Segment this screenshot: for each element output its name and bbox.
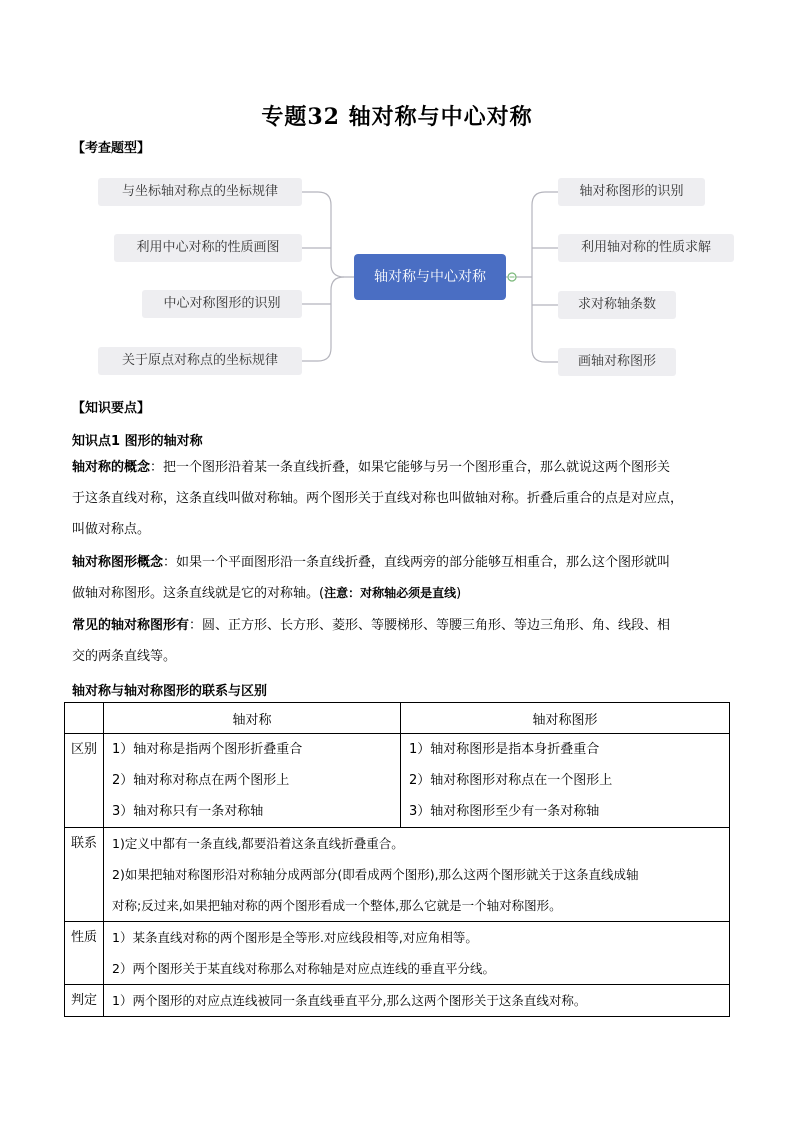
mindmap-node-right-4: 画轴对称图形 (558, 348, 676, 376)
connector-right-1 (532, 192, 558, 277)
header-empty-cell (65, 703, 104, 734)
p2-line2: 做轴对称图形。这条直线就是它的对称轴。( (72, 586, 325, 601)
p1-line2: 于这条直线对称，这条直线叫做对称轴。两个图形关于直线对称也叫做轴对称。折叠后重合的点是对应点， (72, 491, 684, 506)
paragraph-common-figures (72, 610, 732, 672)
p2-note: 注意：对称轴必须是直线 (324, 586, 457, 600)
row-label-judge: 判定 (65, 985, 104, 1017)
table-cell-line: 1）轴对称图形是指本身折叠重合 (409, 742, 600, 757)
table-cell-line: 3）轴对称只有一条对称轴 (112, 804, 264, 819)
mindmap-node-left-2: 利用中心对称的性质画图 (114, 234, 302, 262)
judge-content (104, 985, 730, 1017)
table-cell-line: 1）两个图形的对应点连线被同一条直线垂直平分,那么这两个图形关于这条直线对称。 (112, 993, 587, 1008)
mindmap-node-right-3: 求对称轴条数 (558, 291, 676, 319)
header-axis-symmetric-figure: 轴对称图形 (401, 703, 730, 734)
table-header-row (65, 703, 730, 734)
mindmap-node-right-2: 利用轴对称的性质求解 (558, 234, 734, 262)
p1-line3: 叫做对称点。 (72, 522, 151, 537)
p2-close: ) (456, 586, 462, 601)
term-axis-symmetry: 轴对称的概念 (72, 460, 151, 475)
term-common-figures: 常见的轴对称图形有 (72, 618, 190, 633)
table-cell-line: 对称;反过来,如果把轴对称的两个图形看成一个整体,那么它就是一个轴对称图形。 (112, 898, 562, 913)
mindmap-node-left-3: 中心对称图形的识别 (142, 290, 302, 318)
table-row-property (65, 922, 730, 985)
paragraph-axis-symmetry (72, 452, 732, 545)
connector-left-1 (302, 192, 354, 277)
table-cell-line: 2)如果把轴对称图形沿对称轴分成两部分(即看成两个图形),那么这两个图形就关于这条直线成轴 (112, 867, 639, 882)
p1-line1: ：把一个图形沿着某一条直线折叠，如果它能够与另一个图形重合，那么就说这两个图形关 (150, 460, 671, 475)
page-title: 专题32 轴对称与中心对称 (261, 104, 533, 130)
p3-line2: 交的两条直线等。 (72, 649, 177, 664)
paragraph-axis-symmetric-figure (72, 547, 732, 609)
connector-right-4 (532, 277, 558, 362)
section-question-types: 【考查题型】 (72, 141, 151, 156)
table-cell-line: 1)定义中都有一条直线,都要沿着这条直线折叠重合。 (112, 836, 404, 851)
property-content (104, 922, 730, 985)
row-label-property: 性质 (65, 922, 104, 985)
row-label-difference: 区别 (65, 734, 104, 828)
mindmap-node-right-1: 轴对称图形的识别 (558, 178, 705, 206)
row-label-relation: 联系 (65, 828, 104, 922)
term-axis-symmetric-figure: 轴对称图形概念 (72, 555, 164, 570)
table-cell-line: 2）轴对称对称点在两个图形上 (112, 773, 290, 788)
difference-axis-symmetry (104, 734, 401, 828)
p2-line1: ：如果一个平面图形沿一条直线折叠，直线两旁的部分能够互相重合，那么这个图形就叫 (163, 555, 671, 570)
mindmap-node-left-4: 关于原点对称点的坐标规律 (98, 347, 302, 375)
section-knowledge: 【知识要点】 (72, 401, 151, 416)
mindmap-center-node: 轴对称与中心对称 (354, 254, 506, 300)
knowledge-point-title: 知识点1 图形的轴对称 (72, 434, 203, 449)
table-cell-line: 2）两个图形关于某直线对称那么对称轴是对应点连线的垂直平分线。 (112, 961, 495, 976)
table-cell-line: 2）轴对称图形对称点在一个图形上 (409, 773, 613, 788)
table-row-relation (65, 828, 730, 922)
table-cell-line: 3）轴对称图形至少有一条对称轴 (409, 804, 600, 819)
connector-left-4 (302, 277, 344, 361)
relation-content (104, 828, 730, 922)
difference-axis-symmetric-figure (401, 734, 730, 828)
comparison-table (64, 702, 730, 1017)
table-title: 轴对称与轴对称图形的联系与区别 (72, 684, 268, 699)
p3-line1: ：圆、正方形、长方形、菱形、等腰梯形、等腰三角形、等边三角形、角、线段、相 (189, 618, 671, 633)
table-cell-line: 1）某条直线对称的两个图形是全等形.对应线段相等,对应角相等。 (112, 930, 478, 945)
table-cell-line: 1）轴对称是指两个图形折叠重合 (112, 742, 303, 757)
table-row-judge (65, 985, 730, 1017)
mindmap-node-left-1: 与坐标轴对称点的坐标规律 (98, 178, 302, 206)
header-axis-symmetry: 轴对称 (104, 703, 401, 734)
table-row-difference (65, 734, 730, 828)
